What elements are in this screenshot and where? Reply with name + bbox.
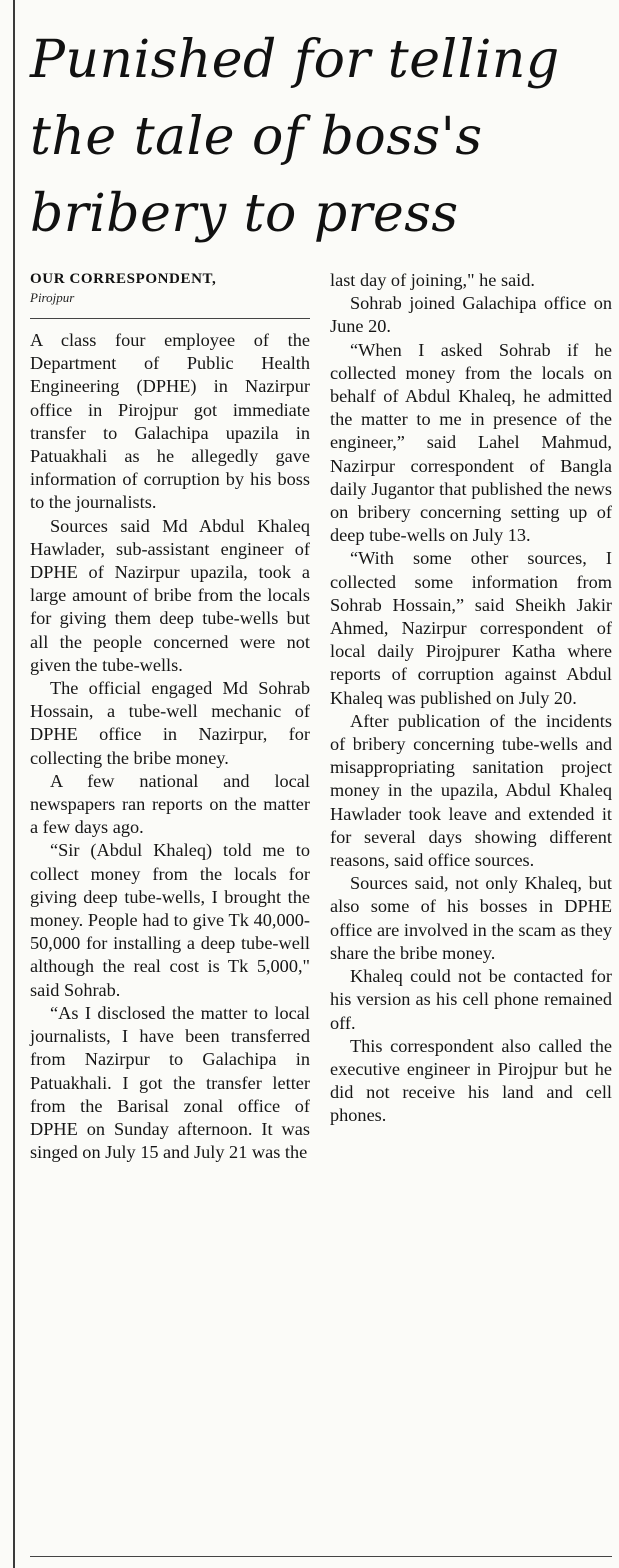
paragraph: Sources said Md Abdul Khaleq Hawlader, sub-assistant engineer of DPHE of Nazirpur upazila, took a large amount of bribe from the locals for giving them deep tube-wells but all the people concerned were not given the tube-wells. xyxy=(30,515,310,675)
headline xyxy=(30,22,612,253)
article-columns xyxy=(30,269,612,1164)
paragraph: This correspondent also called the executive engineer in Pirojpur but he did not receive his land and cell phones. xyxy=(330,1035,612,1126)
byline-divider xyxy=(30,318,310,319)
headline-line-2: the tale of boss's xyxy=(30,107,483,167)
paragraph: Sources said, not only Khaleq, but also some of his bosses in DPHE office are involved in the scam as they share the bribe money. xyxy=(330,873,612,963)
headline-line-3: bribery to press xyxy=(30,184,459,244)
byline-name: OUR CORRESPONDENT, xyxy=(30,271,217,287)
page-edge-rule xyxy=(13,0,15,1568)
paragraph: “Sir (Abdul Khaleq) told me to collect money from the locals for giving deep tube-wells, I brought the money. People had to give Tk 40,000-50,000 for installing a deep tube-well although the real cost is Tk 5,000," said Sohrab. xyxy=(30,840,310,1000)
column-left-body xyxy=(30,329,310,1164)
paragraph-continuation: last day of joining," he said. xyxy=(330,270,535,290)
byline-place: Pirojpur xyxy=(30,290,75,305)
column-right-body xyxy=(330,269,612,1128)
paragraph: After publication of the incidents of bribery concerning tube-wells and misappropriating sanitation project money in the upazila, Abdul Khaleq Hawlader took leave and extended it for several days showing different reasons, said office sources. xyxy=(330,710,612,871)
column-right xyxy=(330,269,612,1164)
paragraph: “When I asked Sohrab if he collected money from the locals on behalf of Abdul Khaleq, he admitted the matter to me in presence of the engineer,” said Lahel Mahmud, Nazirpur correspondent of Bangla daily Jugantor that published the news on bribery concerning setting up of deep tube-wells on July 13. xyxy=(330,339,612,546)
paragraph: “With some other sources, I collected some information from Sohrab Hossain,” said Sheikh Jakir Ahmed, Nazirpur correspondent of local daily Pirojpurer Katha where reports of corruption against Abdul Khaleq was published on July 20. xyxy=(330,548,612,708)
paragraph: A few national and local newspapers ran reports on the matter a few days ago. xyxy=(30,770,310,838)
paragraph: Sohrab joined Galachipa office on June 20. xyxy=(330,293,612,337)
paragraph: A class four employee of the Department of Public Health Engineering (DPHE) in Nazirpur office in Pirojpur got immediate transfer to Galachipa upazila in Patuakhali as he allegedly gave information of corruption by his boss to the journalists. xyxy=(30,330,310,513)
headline-line-1: Punished for telling xyxy=(30,30,560,90)
news-article xyxy=(30,22,612,1164)
paragraph: The official engaged Md Sohrab Hossain, a tube-well mechanic of DPHE office in Nazirpur, for collecting the bribe money. xyxy=(30,678,310,768)
column-left xyxy=(30,269,310,1164)
paragraph: “As I disclosed the matter to local journalists, I have been transferred from Nazirpur to Galachipa in Patuakhali. I got the transfer letter from the Barisal zonal office of DPHE on Sunday afternoon. It was singed on July 15 and July 21 was the xyxy=(30,1002,310,1163)
paragraph: Khaleq could not be contacted for his version as his cell phone remained off. xyxy=(330,966,612,1033)
bottom-divider xyxy=(30,1556,612,1557)
